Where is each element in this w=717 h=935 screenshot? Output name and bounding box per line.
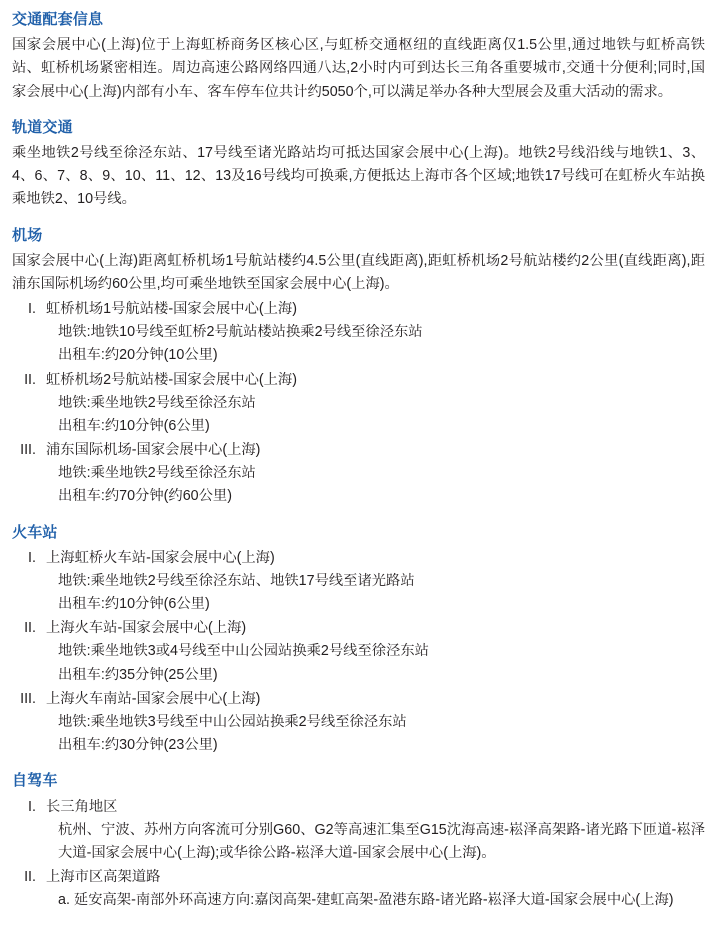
list-item-detail: 出租车:约20分钟(10公里) bbox=[58, 347, 218, 364]
list-item-body bbox=[46, 796, 705, 865]
list-item-title: 上海市区高架道路 bbox=[46, 869, 161, 886]
list-marker: II. bbox=[24, 869, 36, 886]
list-item bbox=[12, 439, 705, 508]
list-item-detail: 地铁:乘坐地铁2号线至徐泾东站 bbox=[58, 465, 256, 482]
section-heading: 交通配套信息 bbox=[12, 11, 104, 28]
list-item bbox=[12, 796, 705, 865]
section-airport bbox=[12, 224, 705, 509]
list-item-detail: 杭州、宁波、苏州方向客流可分别G60、G2等高速汇集至G15沈海高速-崧泽高架路-诸光路下匝道-崧泽大道-国家会展中心(上海);或华徐公路-崧泽大道-国家会展中心(上海)。 bbox=[58, 821, 705, 861]
list-item-title: 上海火车站-国家会展中心(上海) bbox=[46, 620, 247, 637]
section-paragraph: 国家会展中心(上海)距离虹桥机场1号航站楼约4.5公里(直线距离),距虹桥机场2号航站楼约2公里(直线距离),距浦东国际机场约60公里,均可乘坐地铁至国家会展中心(上海)。 bbox=[12, 252, 705, 292]
list-item-title: 上海虹桥火车站-国家会展中心(上海) bbox=[46, 549, 275, 566]
list-item-detail: 出租车:约70分钟(约60公里) bbox=[58, 488, 232, 505]
list-item-title: 虹桥机场1号航站楼-国家会展中心(上海) bbox=[46, 301, 297, 318]
list-item bbox=[12, 298, 705, 367]
list-item-body bbox=[46, 439, 705, 508]
list-marker: I. bbox=[28, 301, 36, 318]
list-item-title: 浦东国际机场-国家会展中心(上海) bbox=[46, 442, 261, 459]
list-marker: I. bbox=[28, 798, 36, 815]
list-item-title: 长三角地区 bbox=[46, 798, 118, 815]
list-item-detail: 出租车:约10分钟(6公里) bbox=[58, 596, 210, 613]
list-item-detail: 出租车:约35分钟(25公里) bbox=[58, 666, 218, 683]
list-item bbox=[12, 688, 705, 757]
list-item bbox=[12, 866, 705, 912]
section-self-driving bbox=[12, 769, 705, 912]
section-heading: 轨道交通 bbox=[12, 118, 73, 136]
list-item-detail: 地铁:乘坐地铁3号线至中山公园站换乘2号线至徐泾东站 bbox=[58, 713, 407, 730]
list-marker: III. bbox=[20, 442, 36, 459]
list-item-detail: 出租车:约10分钟(6公里) bbox=[58, 417, 210, 434]
list-item-detail: 地铁:乘坐地铁2号线至徐泾东站 bbox=[58, 394, 256, 411]
driving-route-list bbox=[12, 796, 705, 913]
list-item-body bbox=[46, 688, 705, 757]
list-item bbox=[12, 547, 705, 616]
section-heading: 自驾车 bbox=[12, 772, 58, 790]
airport-route-list bbox=[12, 298, 705, 508]
list-item-body bbox=[46, 866, 705, 912]
list-item-detail: 地铁:乘坐地铁2号线至徐泾东站、地铁17号线至诸光路站 bbox=[58, 573, 415, 589]
list-marker: I. bbox=[28, 549, 36, 566]
list-item-body bbox=[46, 617, 705, 686]
section-paragraph: 国家会展中心(上海)位于上海虹桥商务区核心区,与虹桥交通枢纽的直线距离仅1.5公里,通过地铁与虹桥高铁站、虹桥机场紧密相连。周边高速公路网络四通八达,2小时内可到达长三角各重要城市,交通十分便利;同时,国家会展中心(上海)内部有小车、客车停车位共计约5050个,可以满足举办各种大型展会及重大活动的需求。 bbox=[12, 37, 705, 100]
list-item-body bbox=[46, 369, 705, 438]
list-item-body bbox=[46, 547, 705, 616]
list-item-title: 上海火车南站-国家会展中心(上海) bbox=[46, 690, 261, 707]
list-item bbox=[12, 617, 705, 686]
section-heading: 机场 bbox=[12, 226, 43, 244]
list-item-detail: 出租车:约30分钟(23公里) bbox=[58, 737, 218, 754]
list-item-body bbox=[46, 298, 705, 367]
list-item-detail: 地铁:乘坐地铁3或4号线至中山公园站换乘2号线至徐泾东站 bbox=[58, 643, 429, 660]
list-marker: III. bbox=[20, 690, 36, 707]
train-route-list bbox=[12, 547, 705, 757]
list-marker: II. bbox=[24, 371, 36, 388]
section-paragraph: 乘坐地铁2号线至徐泾东站、17号线至诸光路站均可抵达国家会展中心(上海)。地铁2号线沿线与地铁1、3、4、6、7、8、9、10、11、12、13及16号线均可换乘,方便抵达上海市各个区域;地铁17号线可在虹桥火车站换乘地铁2、10号线。 bbox=[12, 145, 705, 208]
section-transport-info bbox=[12, 8, 705, 104]
section-rail-transit bbox=[12, 116, 705, 212]
list-marker: II. bbox=[24, 620, 36, 637]
list-item bbox=[12, 369, 705, 438]
list-item-title: 虹桥机场2号航站楼-国家会展中心(上海) bbox=[46, 371, 297, 388]
list-item-detail: 地铁:地铁10号线至虹桥2号航站楼站换乘2号线至徐泾东站 bbox=[58, 324, 423, 341]
section-train-station bbox=[12, 521, 705, 758]
list-item-detail: a. 延安高架-南部外环高速方向:嘉闵高架-建虹高架-盈港东路-诸光路-崧泽大道-国家会展中心(上海) bbox=[58, 892, 674, 909]
section-heading: 火车站 bbox=[12, 523, 58, 541]
